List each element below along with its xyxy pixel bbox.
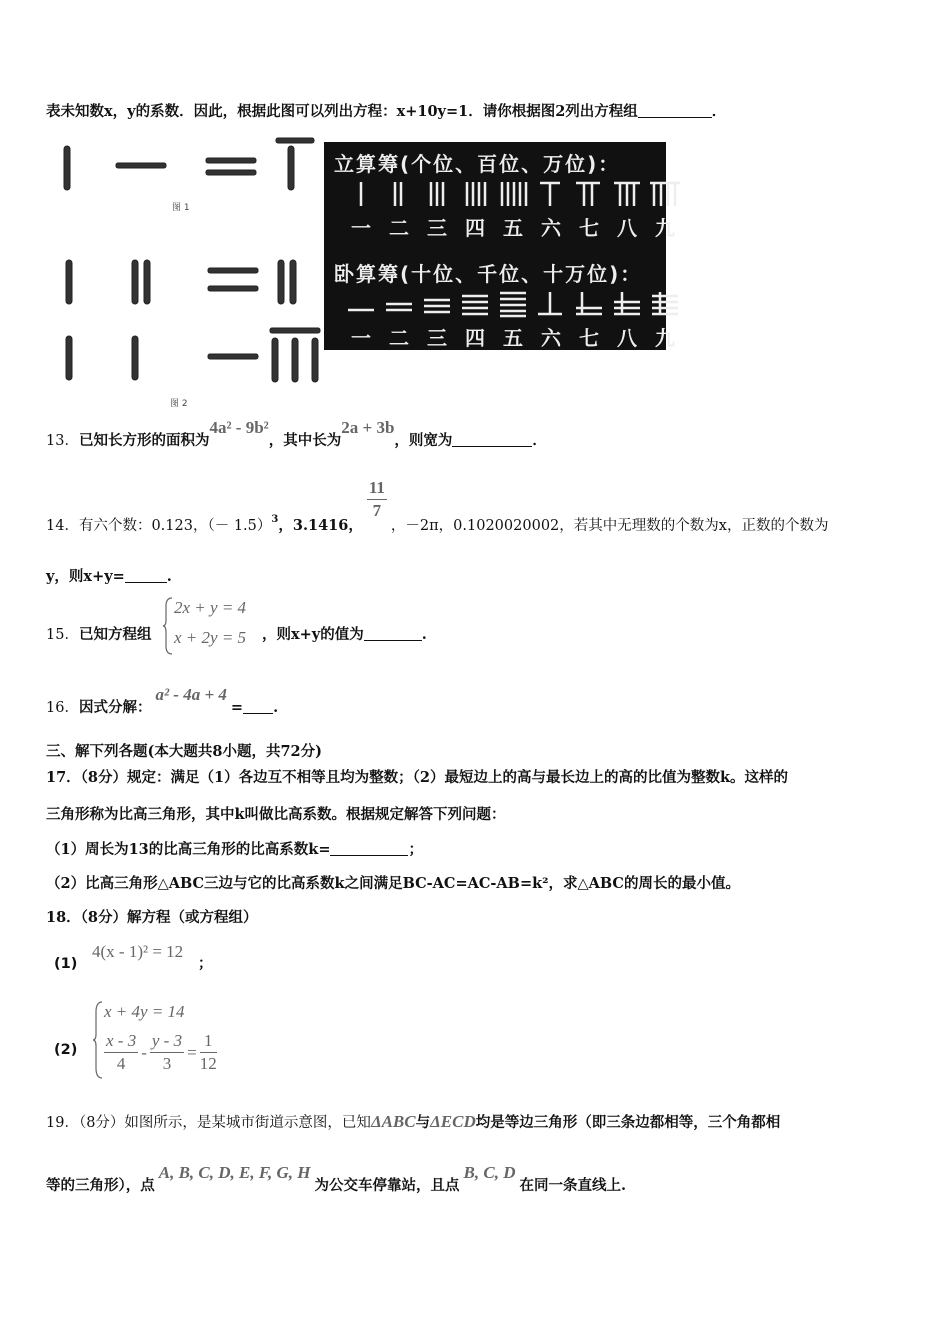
board-title-horizontal: 卧算筹(十位、千位、十万位)： xyxy=(334,262,643,286)
fraction-numerator: y - 3 xyxy=(150,1030,184,1053)
q18-part2-equation-2 xyxy=(104,1030,217,1075)
q17-line2: 三角形称为比高三角形，其中k叫做比高系数。根据规定解答下列问题： xyxy=(46,806,506,823)
digits-row-1 xyxy=(342,212,684,241)
q14-end: . xyxy=(166,568,172,585)
digit-label: 一 xyxy=(351,216,371,240)
answer-blank xyxy=(364,626,422,641)
q19-text-e: 为公交车停靠站，且点 xyxy=(314,1177,460,1194)
top-line xyxy=(46,102,726,122)
q15-equation-1: 2x + y = 4 xyxy=(174,598,247,617)
q15-equation-system xyxy=(162,596,262,658)
q18-part2-label: (2) xyxy=(54,1042,78,1058)
digit-label: 七 xyxy=(579,326,599,350)
question-15 xyxy=(46,625,151,645)
board-title-vertical: 立算筹(个位、百位、万位)： xyxy=(334,152,621,176)
fraction xyxy=(104,1030,138,1075)
q19-stop-points: A, B, C, D, E, F, G, H xyxy=(158,1163,311,1182)
q15-text-b: ，则x+y的值为 xyxy=(262,626,364,643)
vertical-rods-svg xyxy=(342,180,684,208)
q17-line1: 17．（8分）规定：满足（1）各边互不相等且均为整数；（2）最短边上的高与最长边上的高的比值为整数k。这样的 xyxy=(46,769,788,786)
horizontal-rods-svg xyxy=(342,290,684,318)
q15-end: . xyxy=(421,626,427,643)
q14-text-b: ， xyxy=(278,516,293,534)
answer-blank xyxy=(330,841,408,856)
question-13 xyxy=(46,418,547,451)
q17-sub1-text: （1）周长为13的比高三角形的比高系数k= xyxy=(46,841,331,858)
question-14 xyxy=(46,477,828,537)
question-14-line2 xyxy=(46,567,172,587)
fraction xyxy=(200,1030,217,1075)
q14-text-a: 有六个数：0.123，（－ 1.5） xyxy=(78,517,272,534)
question-15-tail xyxy=(262,625,427,645)
fraction-denominator: 12 xyxy=(199,1054,217,1073)
digits-row-2 xyxy=(342,322,684,351)
q18-part1-end: ； xyxy=(198,955,213,972)
counting-rod-figures xyxy=(46,132,326,412)
digit-label: 六 xyxy=(541,326,561,350)
digit-label: 一 xyxy=(351,326,371,350)
section-heading: 三、解下列各题(本大题共8小题，共72分) xyxy=(46,743,322,760)
rod-numeral-board xyxy=(324,142,675,350)
figure-1-caption: 图 1 xyxy=(172,203,190,213)
answer-blank xyxy=(638,103,712,118)
q16-text-b: = xyxy=(230,699,244,716)
q17-sub1-end: ； xyxy=(408,841,423,858)
brace-icon xyxy=(92,1000,104,1080)
digit-label: 五 xyxy=(503,326,523,350)
q18-part2-equation-1: x + 4y = 14 xyxy=(104,1002,185,1021)
figure-2-caption: 图 2 xyxy=(170,399,188,409)
question-16 xyxy=(46,685,279,718)
q17-sub1 xyxy=(46,840,423,860)
rod-figure-svg xyxy=(46,132,326,412)
q14-text-d: ， xyxy=(348,516,363,534)
equals-sign: = xyxy=(187,1042,197,1062)
q15-text-a: 已知方程组 xyxy=(78,626,152,643)
q13-text-a: 已知长方形的面积为 xyxy=(78,432,210,449)
digit-label: 二 xyxy=(389,326,409,350)
question-number: 14． xyxy=(46,517,79,534)
q19-text-d: 等的三角形），点 xyxy=(46,1177,155,1194)
vertical-rod-row xyxy=(342,180,684,208)
q19-text-b: 与 xyxy=(415,1114,431,1131)
question-number: 15． xyxy=(46,627,79,643)
q14-text-c: 3.1416 xyxy=(292,516,349,534)
digit-label: 六 xyxy=(541,216,561,240)
question-number: 13． xyxy=(46,433,79,449)
q19-triangle-ecd: ΔECD xyxy=(430,1112,476,1131)
digit-label: 三 xyxy=(427,326,447,350)
q15-equation-2: x + 2y = 5 xyxy=(174,628,247,647)
q19-text-c: 均是等边三角形（即三条边都相等，三个角都相 xyxy=(475,1114,781,1131)
horizontal-rod-row xyxy=(342,290,684,318)
q14-exponent: 3 xyxy=(271,513,279,525)
q19-text-f: 在同一条直线上. xyxy=(519,1177,627,1194)
q13-text-c: ，则宽为 xyxy=(394,432,453,449)
q19-triangle-abc: ΔABC xyxy=(370,1112,416,1131)
q13-length-expr: 2a + 3b xyxy=(341,418,395,437)
fraction-denominator: 3 xyxy=(162,1054,172,1073)
q18-part2-system xyxy=(92,1000,252,1084)
q18-part1-label: (1) xyxy=(54,956,78,972)
q16-text-a: 因式分解： xyxy=(78,699,152,716)
q13-area-expr: 4a² - 9b² xyxy=(209,418,269,437)
q16-expression: a² - 4a + 4 xyxy=(155,685,227,704)
answer-blank xyxy=(452,432,532,447)
q13-end: ． xyxy=(532,432,547,449)
q14-fraction xyxy=(367,477,387,522)
digit-label: 五 xyxy=(503,216,523,240)
digit-label: 四 xyxy=(465,326,485,350)
fraction-numerator: x - 3 xyxy=(104,1030,138,1053)
q19-line1 xyxy=(46,1112,780,1133)
q14-line2-text: y，则x+y= xyxy=(46,568,125,585)
digit-label: 九 xyxy=(655,326,675,350)
answer-blank xyxy=(125,568,167,583)
digit-label: 八 xyxy=(617,216,637,240)
digit-label: 四 xyxy=(465,216,485,240)
fraction xyxy=(150,1030,184,1075)
q16-end: . xyxy=(273,699,279,716)
q14-text-e: ，－2π，0.1020020002，若其中无理数的个数为x，正数的个数为 xyxy=(390,517,829,534)
question-number: 16． xyxy=(46,700,79,716)
q19-collinear-points: B, C, D xyxy=(463,1163,516,1182)
digit-label: 三 xyxy=(427,216,447,240)
q13-text-b: ，其中长为 xyxy=(268,432,342,449)
fraction-denominator: 4 xyxy=(116,1054,126,1073)
q19-line2 xyxy=(46,1163,627,1196)
digit-label: 九 xyxy=(655,216,675,240)
q18-title: 18．（8分）解方程（或方程组） xyxy=(46,909,258,926)
digit-label: 二 xyxy=(389,216,409,240)
fraction-denominator: 7 xyxy=(372,501,382,520)
fraction-numerator: 1 xyxy=(200,1030,217,1053)
q18-part1-equation: 4(x - 1)² = 12 xyxy=(92,942,184,961)
brace-icon xyxy=(162,596,174,656)
top-line-text: 表未知数x，y的系数．因此，根据此图可以列出方程：x+10y=1．请你根据图2列出方程组 xyxy=(46,103,638,120)
digit-label: 八 xyxy=(617,326,637,350)
answer-blank xyxy=(243,699,273,714)
digit-label: 七 xyxy=(579,216,599,240)
q19-text-a: 19．（8分）如图所示，是某城市街道示意图，已知 xyxy=(46,1115,371,1131)
q17-sub2: （2）比高三角形△ABC三边与它的比高系数k之间满足BC-AC=AC-AB=k²，求△ABC的周长的最小值。 xyxy=(46,875,740,892)
minus-sign: - xyxy=(141,1042,147,1062)
fraction-numerator: 11 xyxy=(367,477,387,500)
top-line-end: ． xyxy=(711,103,727,120)
